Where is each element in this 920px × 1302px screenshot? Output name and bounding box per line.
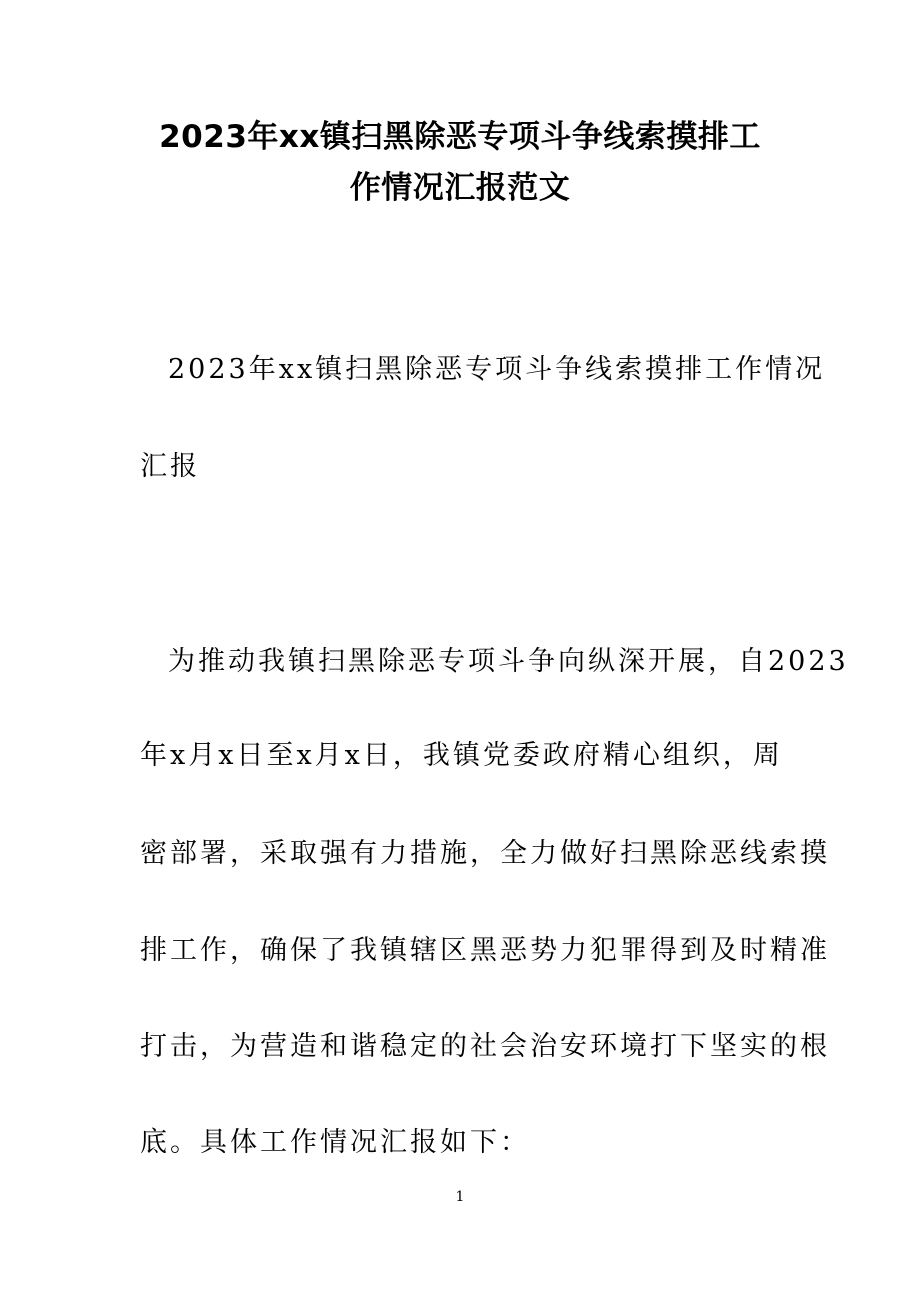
paragraph-line-3: 密部署，采取强有力措施，全力做好扫黑除恶线索摸 [140,838,830,869]
paragraph-line-6: 底。具体工作情况汇报如下： [140,1127,530,1158]
paragraph-line-4: 排工作，确保了我镇辖区黑恶势力犯罪得到及时精准 [140,935,830,966]
subtitle-line-2: 汇报 [140,451,200,482]
title-line-1: 2023年xx镇扫黑除恶专项斗争线索摸排工 [159,119,761,155]
paragraph-line-5: 打击，为营造和谐稳定的社会治安环境打下坚实的根 [140,1031,830,1062]
subtitle-line-1: 2023年xx镇扫黑除恶专项斗争线索摸排工作情况 [168,354,826,385]
document-title [120,112,800,214]
page-number: 1 [455,1189,465,1205]
paragraph-line-1: 为推动我镇扫黑除恶专项斗争向纵深开展，自2023 [168,646,849,677]
title-line-2: 作情况汇报范文 [349,170,571,206]
paragraph-line-2: 年x月x日至x月x日，我镇党委政府精心组织，周 [140,740,783,771]
